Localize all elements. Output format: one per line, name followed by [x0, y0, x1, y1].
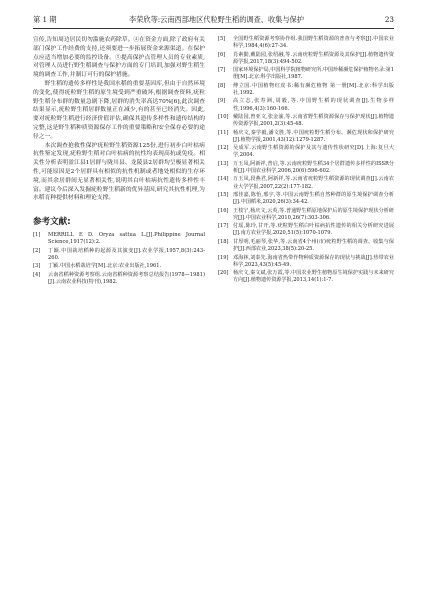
- reference-text: 云南省稻种资源考察组.云南省稻种资源考察总结报告(1978—1981)[J].云南农业科技(特刊),1982.: [48, 271, 205, 285]
- reference-text: 邓海林,刘泰先.海南省热带作物种质资源保存的现状与挑战[J].热带农业科学,2023,43(5):45-49.: [233, 254, 394, 268]
- reference-item: [218, 114, 394, 128]
- references-list-right: [218, 36, 394, 286]
- reference-text: 丁颖.中国栽培稻种的起源及其演变[J].农业学报,1957,8(3):243-260.: [48, 247, 205, 261]
- reference-text: MERRILL E D. Oryza sattua L.[J].Philippine Journal Science,1917(12):2.: [48, 232, 205, 246]
- reference-number: [7]: [218, 67, 226, 74]
- reference-text: 丁颖.中国水稻栽培学[M].北京:农业出版社,1961.: [48, 263, 162, 270]
- reference-item: [33, 248, 205, 262]
- reference-item: [33, 272, 205, 286]
- reference-number: [17]: [218, 223, 229, 230]
- reference-number: [6]: [218, 51, 226, 58]
- reference-item: [218, 67, 394, 81]
- reference-number: [5]: [218, 36, 226, 42]
- reference-item: [218, 208, 394, 222]
- reference-item: [218, 36, 394, 50]
- reference-number: [13]: [218, 160, 229, 167]
- body-paragraph: 本次调查抢救性保护疣粒野生稻资源125份,进行初步白叶枯病抗性鉴定发现,疣粒野生稻对白叶枯病的抗性均表现高抗或免疫。相关性分析表明盈江县1居群与陇川县、龙陵县2居群均呈极显著相关性,可能原因是2个居群具有相似的抗性机制或者地处相似的生存环境,而其余居群间无显著相关性,说明其白叶枯病抗性遗传多样性丰富。建议今后深入发掘疣粒野生稻新的优异基因,研究其抗性机理,为水稻育种提供材料和理论支撑。: [33, 142, 205, 202]
- reference-number: [16]: [218, 207, 229, 214]
- reference-number: [1]: [33, 232, 41, 239]
- reference-number: [19]: [218, 254, 229, 261]
- reference-item: [218, 130, 394, 144]
- reference-item: [33, 232, 205, 246]
- reference-number: [4]: [33, 271, 41, 278]
- reference-item: [218, 255, 394, 269]
- reference-number: [12]: [218, 145, 229, 152]
- references-heading: 参考文献:: [33, 217, 71, 228]
- running-title: 李荣欣等:云南西部地区代粒野生稻的调查、收集与保护: [129, 15, 304, 24]
- reference-number: [14]: [218, 176, 229, 183]
- reference-text: 杨庆文,秦文斌,张万霞,等.中国农业野生植物原生境保护实践与未来研究方向[J].植物遗传资源学报,2013,14(1):1-7.: [233, 270, 394, 284]
- running-header: [33, 14, 394, 29]
- reference-number: [15]: [218, 192, 229, 199]
- reference-text: 付瑶,陈玲,甘开,等.疣粒野生稻白叶枯病抗性遗传的相关分析研究进展[J].南方农业学报,2020,51(5):1070-1079.: [233, 223, 394, 237]
- issue-label: 第 1 期: [33, 15, 57, 24]
- reference-text: 全国野生稻资源考察协作组.我国野生稻资源的普查与考察[J].中国农业科学,1984,4(6):27-34.: [233, 36, 394, 50]
- reference-item: [218, 192, 394, 206]
- reference-text: 傅立国.中国植物红皮书:稀有濒危植物 第一册[M].北京:科学出版社,1992.: [233, 82, 394, 96]
- reference-number: [11]: [218, 129, 229, 136]
- reference-text: 万玉凤,阿新祥,普启,等.云南疣粒野生稻34个居群遗传多样性的ISSR分析[J].中国农业科学,2006,20(6):596-602.: [233, 160, 394, 175]
- body-paragraph: 野生稻的遗传多样性是我国水稻的重要基因库,但由于自然环境的变化,使得疣粒野生稻的原生境受到严重破坏,根据调查资料,疣粒野生稻分布群的数量急剧下降,居群的消失率高达70%[6],此次调查结果显示,疣粒野生稻居群数量正在减少,有的甚至已经消失。因此,要对疣粒野生稻进行经济价值评估,确保其遗传多样性和遗传结构的完整,这是野生稻种质资源保存工作的重要策略和安全保存必要的途径之一。: [33, 80, 205, 140]
- reference-item: [218, 145, 394, 159]
- reference-text: 杨庆文,秦学毅,潘文胜,等.中国疣粒野生稻分布、濒危现状和保护研究[J].植物学报,2001,43(12):1279-1287.: [233, 129, 394, 143]
- reference-item: [33, 263, 205, 270]
- body-paragraph: 宣传,告知周边居民切勿滥施农药除草。④在资金方面,除了政府有关部门保护工作经费的支持,还须要进一步拓展资金来源渠道。在保护点应适当增加必要的监控设备。⑤提高保护点管理人员的专业素质,对管理人员进行野生稻调查与保护方面的专门培训,加强对野生稻生境的调查工作,并制订可行的保护措施。: [33, 37, 205, 79]
- reference-number: [2]: [33, 247, 41, 254]
- reference-item: [218, 223, 394, 237]
- reference-number: [8]: [218, 82, 226, 89]
- reference-text: 高立志,张寿洲,周毅,等.中国野生稻的现状调查[J].生物多样性,1996,4(3):160-166.: [233, 98, 394, 112]
- reference-text: 国家环境保护局,中国科学院植物研究所.中国珍稀濒危保护植物名录:第1册[M].北京:科学出版社,1987.: [233, 67, 395, 81]
- reference-text: 吴成军.云南野生稻资源的保护及其与遗传性状研究[D].上海:复旦大学,2004.: [233, 145, 394, 159]
- reference-number: [10]: [218, 114, 229, 121]
- reference-number: [20]: [218, 270, 229, 277]
- reference-item: [218, 161, 394, 175]
- reference-number: [18]: [218, 238, 229, 245]
- reference-item: [218, 239, 394, 253]
- reference-text: 甘厚明,毛丽琴,张华,等.云南省4个州(市)疣粒野生稻的调查、收集与保护[J].西部农业,2023,38(5):20-25.: [233, 238, 394, 253]
- reference-item: [218, 270, 394, 284]
- reference-text: 邢佳嘉,陈怡,邢宇,等.中国云南野生稻自然种群的原生境保护调查分析[J].中国稻米,2020,26(3):34-42.: [233, 192, 394, 206]
- reference-text: 肖素勤,戴陆园,张绍融,等.云南疣粒野生稻资源及其保护[J].植物遗传资源学报,2017,18(3):494-502.: [233, 51, 394, 65]
- reference-item: [218, 176, 394, 190]
- reference-text: 王枝宁,杨庆文,云英,等.普通野生稻原地保护后的原生境保护现状分析研究[J].中国农业科学,2010,26(7):303-306.: [233, 207, 394, 221]
- reference-item: [218, 52, 394, 66]
- reference-text: 戴陆园,曾亚文,张金渝,等.云南省野生稻资源保存与保护现状[J].植物遗传资源学报,2001,2(3):45-48.: [233, 114, 394, 128]
- reference-number: [3]: [33, 263, 41, 270]
- reference-number: [9]: [218, 98, 226, 105]
- page-number: 23: [384, 15, 394, 24]
- reference-item: [218, 98, 394, 112]
- left-column: [33, 36, 205, 287]
- references-list-left: [33, 232, 205, 286]
- reference-item: [218, 83, 394, 97]
- reference-text: 万玉凤,段燕君,阿新祥,等.云南省疣粒野生稻资源的现状调查[J].云南农业大学学报,2007,22(2):177-182.: [233, 176, 394, 190]
